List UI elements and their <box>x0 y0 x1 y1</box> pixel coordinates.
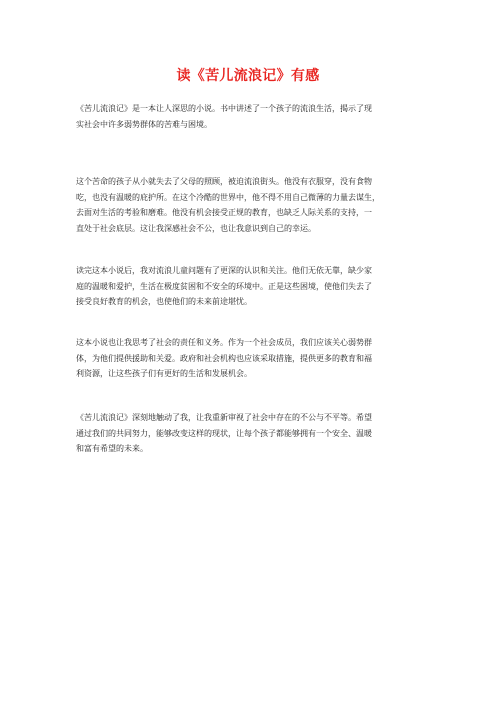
paragraph-2 <box>76 174 424 236</box>
paragraph-line: 读完这本小说后，我对流浪儿童问题有了更深的认识和关注。他们无依无靠，缺少家 <box>76 266 372 275</box>
paragraph-4 <box>76 335 424 382</box>
paragraph-3 <box>76 263 424 310</box>
paragraph-line: 《苦儿流浪记》深刻地触动了我，让我重新审视了社会中存在的不公与不平等。希望 <box>76 413 372 422</box>
paragraph-line: 这个苦命的孩子从小就失去了父母的照顾，被迫流浪街头。他没有衣服穿，没有食物 <box>76 177 372 186</box>
paragraph-line: 直处于社会底层。这让我深感社会不公，也让我意识到自己的幸运。 <box>76 223 316 233</box>
paragraph-1 <box>76 101 424 132</box>
paragraph-line: 体，为他们提供援助和关爱。政府和社会机构也应该采取措施，提供更多的教育和福 <box>76 353 372 363</box>
paragraph-line: 和富有希望的未来。 <box>76 444 148 454</box>
paragraph-5 <box>76 410 424 457</box>
paragraph-line: 接受良好教育的机会，也使他们的未来前途堪忧。 <box>76 297 252 307</box>
paragraph-line: 利资源，让这些孩子们有更好的生活和发展机会。 <box>76 369 252 379</box>
document-title: 读《苦儿流浪记》有感 <box>176 68 320 84</box>
paragraph-line: 实社会中许多弱势群体的苦难与困境。 <box>76 119 212 129</box>
paragraph-line: 通过我们的共同努力，能够改变这样的现状，让每个孩子都能够拥有一个安全、温暖 <box>76 428 372 438</box>
paragraph-line: 吃，也没有温暖的庇护所。在这个冷酷的世界中，他不得不用自己微薄的力量去谋生， <box>76 192 380 202</box>
paragraph-line: 庭的温暖和爱护，生活在极度贫困和不安全的环境中。正是这些困境，使他们失去了 <box>76 281 372 291</box>
paragraph-line: 《苦儿流浪记》是一本让人深思的小说。书中讲述了一个孩子的流浪生活，揭示了现 <box>76 104 372 113</box>
paragraph-line: 去面对生活的考验和磨难。他没有机会接受正规的教育，也缺乏人际关系的支持，一 <box>76 208 372 218</box>
paragraph-line: 这本小说也让我思考了社会的责任和义务。作为一个社会成员，我们应该关心弱势群 <box>76 338 372 347</box>
